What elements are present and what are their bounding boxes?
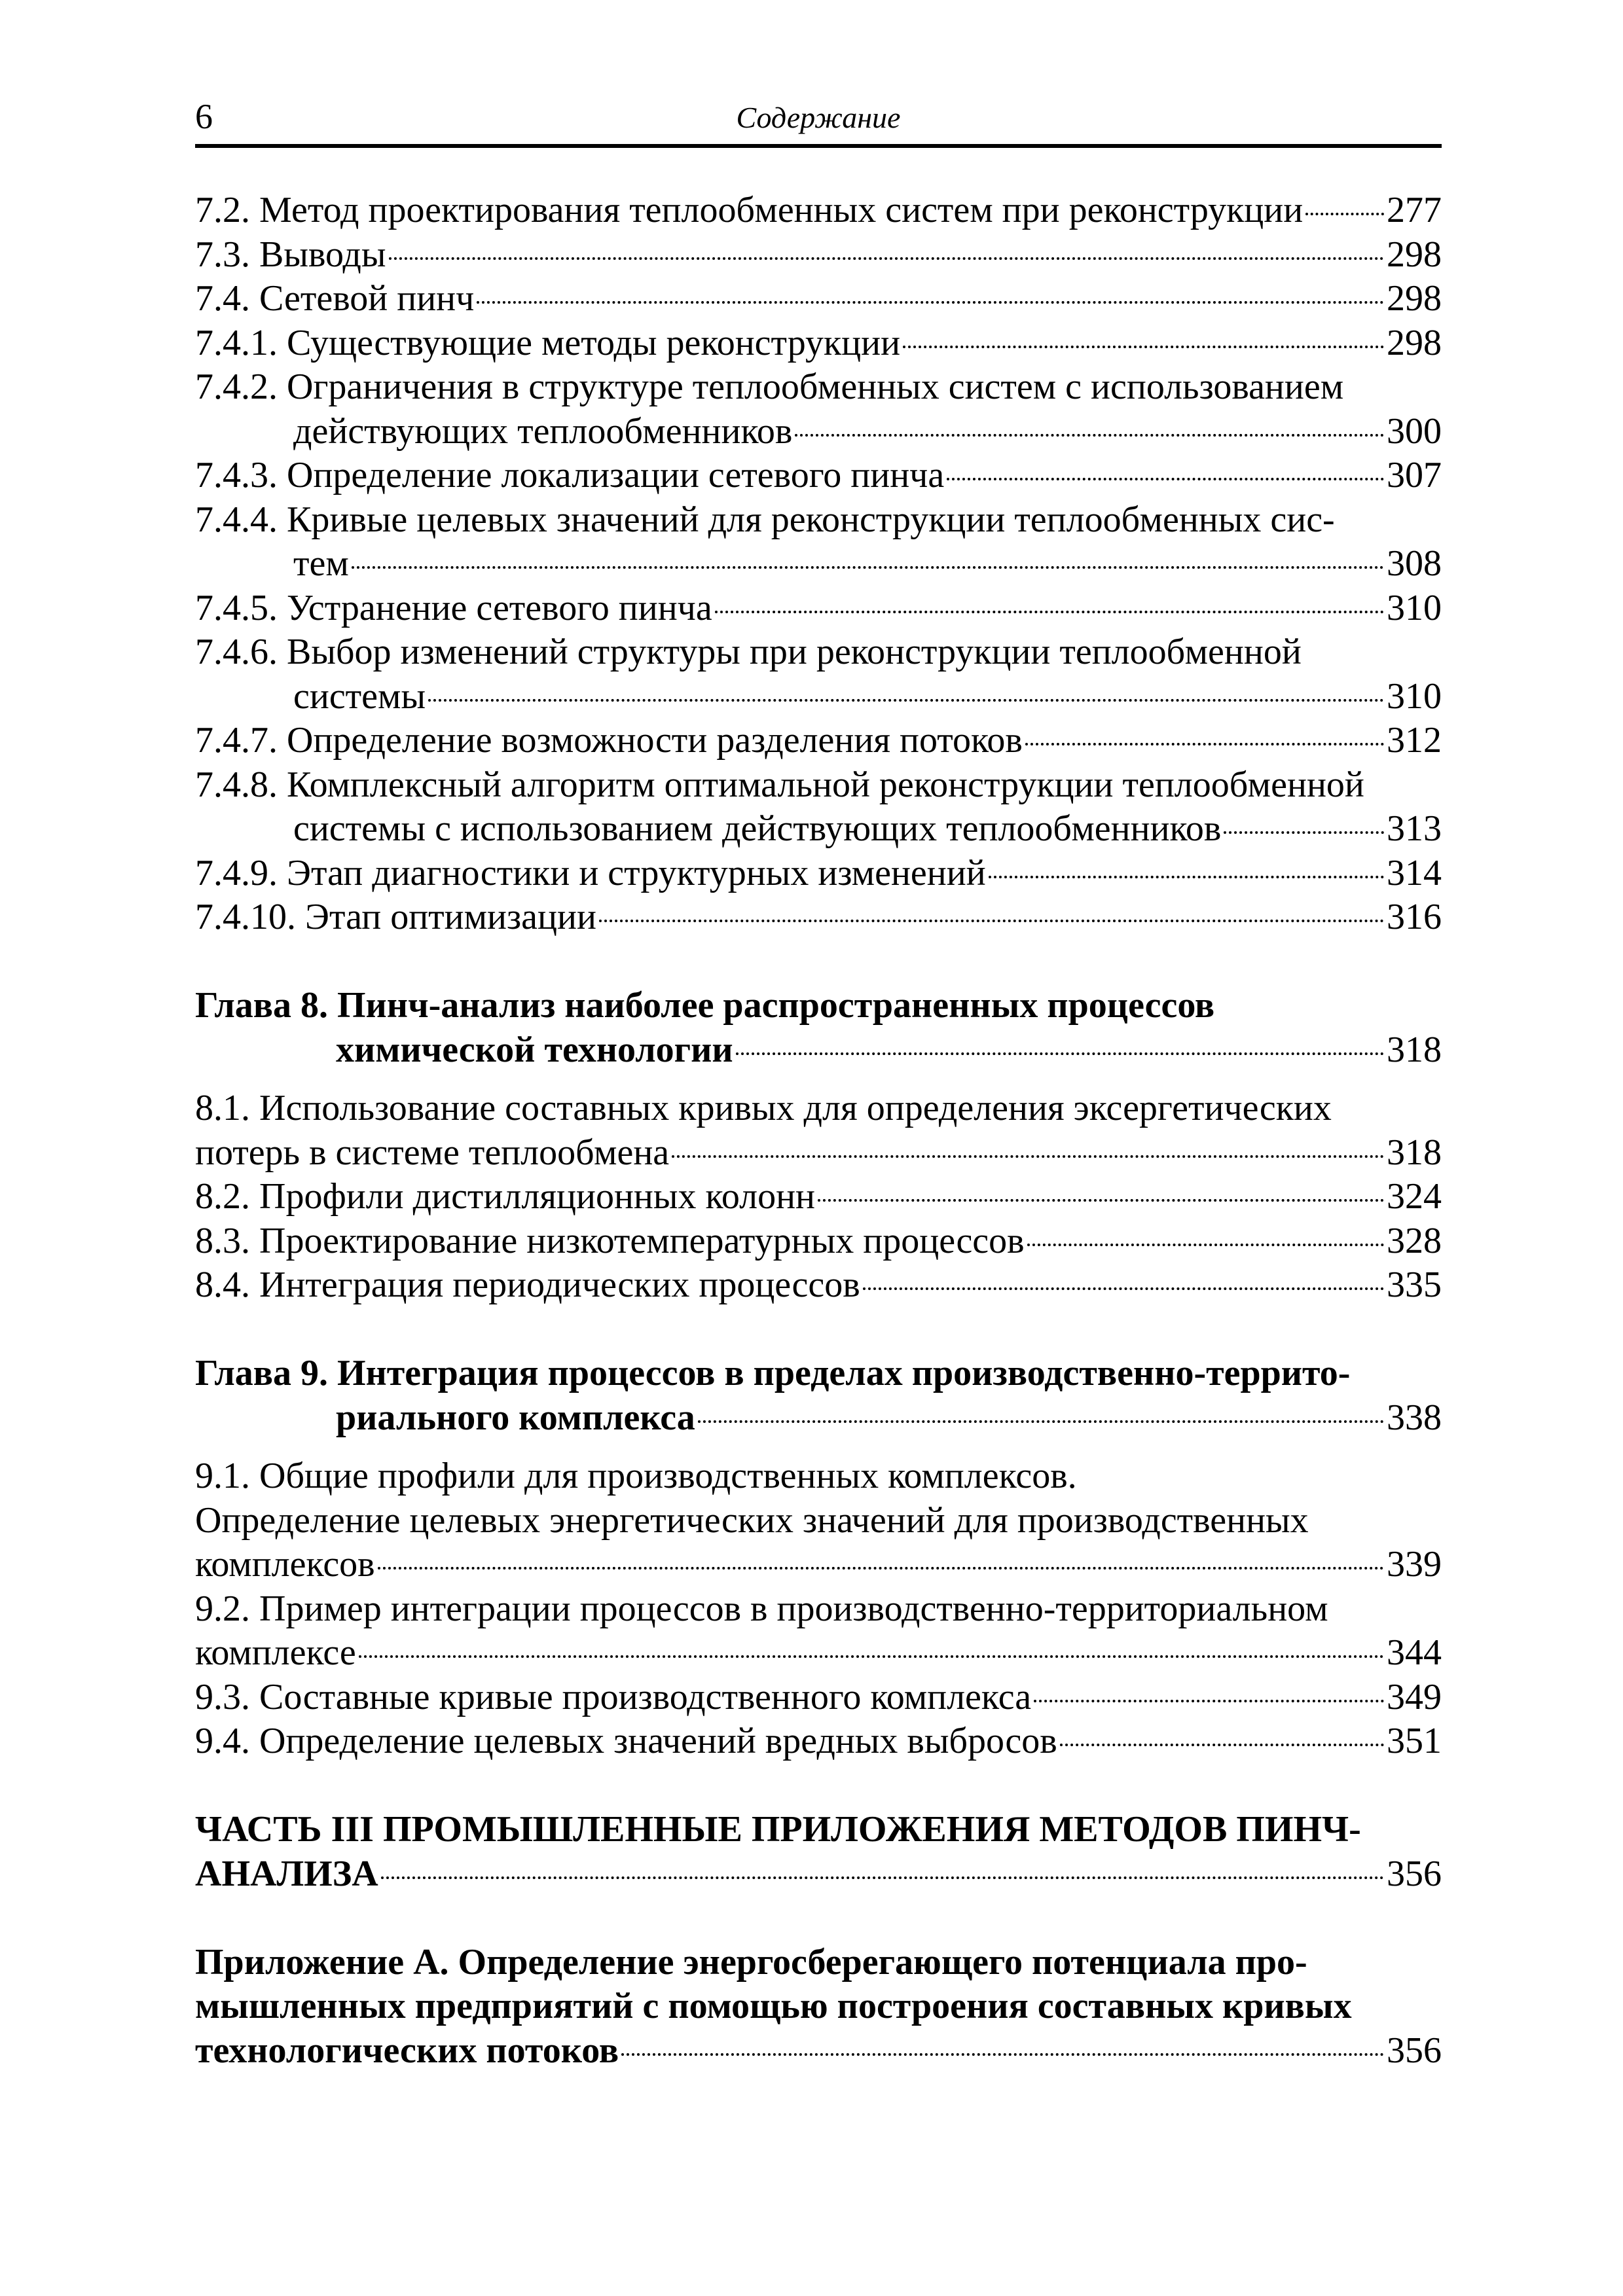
- toc-entry-line[interactable]: 9.1. Общие профили для производственных комплексов.: [195, 1456, 1077, 1496]
- toc-entry[interactable]: 8.4. Интеграция периодических процессов 335: [195, 1265, 1442, 1305]
- appendix-a-heading-continuation[interactable]: технологических потоков 356: [195, 2030, 1442, 2071]
- toc-entry-continuation[interactable]: системы с использованием действующих теплообменников 313: [293, 808, 1442, 849]
- chapter-9-heading-continuation[interactable]: риального комплекса 338: [336, 1397, 1442, 1438]
- toc-entry[interactable]: 7.4.9. Этап диагностики и структурных изменений 314: [195, 852, 1442, 893]
- appendix-a-heading[interactable]: Приложение А. Определение энергосберегающего потенциала про-: [195, 1941, 1307, 1982]
- toc-entry[interactable]: 7.4.5. Устранение сетевого пинча 310: [195, 587, 1442, 628]
- toc-entry-line[interactable]: 7.4.4. Кривые целевых значений для реконструкции теплообменных сис-: [195, 499, 1335, 540]
- toc-entry[interactable]: 7.4.3. Определение локализации сетевого пинча 307: [195, 455, 1442, 495]
- toc-entry[interactable]: 8.3. Проектирование низкотемпературных процессов 328: [195, 1220, 1442, 1261]
- toc-entry[interactable]: 7.4.7. Определение возможности разделения потоков 312: [195, 720, 1442, 761]
- toc-entry[interactable]: 9.3. Составные кривые производственного комплекса 349: [195, 1676, 1442, 1717]
- toc-entry-continuation[interactable]: тем 308: [293, 543, 1442, 584]
- part-3-heading[interactable]: ЧАСТЬ III ПРОМЫШЛЕННЫЕ ПРИЛОЖЕНИЯ МЕТОДОВ ПИНЧ-: [195, 1809, 1361, 1850]
- toc-entry[interactable]: 7.4.10. Этап оптимизации 316: [195, 897, 1442, 937]
- toc-entry-continuation[interactable]: комплексе 344: [195, 1632, 1442, 1673]
- running-header: [195, 90, 1442, 148]
- toc-entry[interactable]: 7.3. Выводы 298: [195, 234, 1442, 275]
- toc-entry-line[interactable]: 8.1. Использование составных кривых для определения эксергетических: [195, 1088, 1332, 1128]
- toc-entry[interactable]: 7.4. Сетевой пинч 298: [195, 278, 1442, 319]
- chapter-8-heading-continuation[interactable]: химической технологии 318: [336, 1029, 1442, 1070]
- page-number: 6: [195, 97, 213, 136]
- toc-entry-line[interactable]: 9.2. Пример интеграции процессов в производственно-территориальном: [195, 1588, 1328, 1629]
- toc-entry-line[interactable]: 7.4.8. Комплексный алгоритм оптимальной реконструкции теплообменной: [195, 764, 1364, 805]
- table-of-contents: [195, 188, 1442, 2073]
- toc-entry-continuation[interactable]: потерь в системе теплообмена 318: [195, 1132, 1442, 1173]
- running-title: Содержание: [736, 101, 901, 134]
- toc-entry-line[interactable]: 7.4.2. Ограничения в структуре теплообменных систем с использованием: [195, 367, 1344, 407]
- toc-entry-continuation[interactable]: действующих теплообменников 300: [293, 410, 1442, 452]
- toc-entry[interactable]: 9.4. Определение целевых значений вредных выбросов 351: [195, 1721, 1442, 1761]
- chapter-9-heading[interactable]: Глава 9. Интеграция процессов в пределах производственно-террито-: [195, 1353, 1351, 1393]
- part-3-heading-continuation[interactable]: АНАЛИЗА 356: [195, 1853, 1442, 1894]
- toc-entry-line[interactable]: 7.4.6. Выбор изменений структуры при реконструкции теплообменной: [195, 632, 1302, 672]
- chapter-8-heading[interactable]: Глава 8. Пинч-анализ наиболее распространенных процессов: [195, 985, 1215, 1026]
- appendix-a-heading-line[interactable]: мышленных предприятий с помощью построения составных кривых: [195, 1986, 1352, 2026]
- toc-entry-continuation[interactable]: комплексов 339: [195, 1544, 1442, 1585]
- toc-entry[interactable]: 7.4.1. Существующие методы реконструкции 298: [195, 322, 1442, 363]
- toc-entry[interactable]: 8.2. Профили дистилляционных колонн 324: [195, 1176, 1442, 1217]
- toc-entry[interactable]: 7.2. Метод проектирования теплообменных систем при реконструкции 277: [195, 190, 1442, 230]
- toc-entry-line[interactable]: Определение целевых энергетических значений для производственных: [195, 1499, 1309, 1541]
- toc-entry-continuation[interactable]: системы 310: [293, 675, 1442, 717]
